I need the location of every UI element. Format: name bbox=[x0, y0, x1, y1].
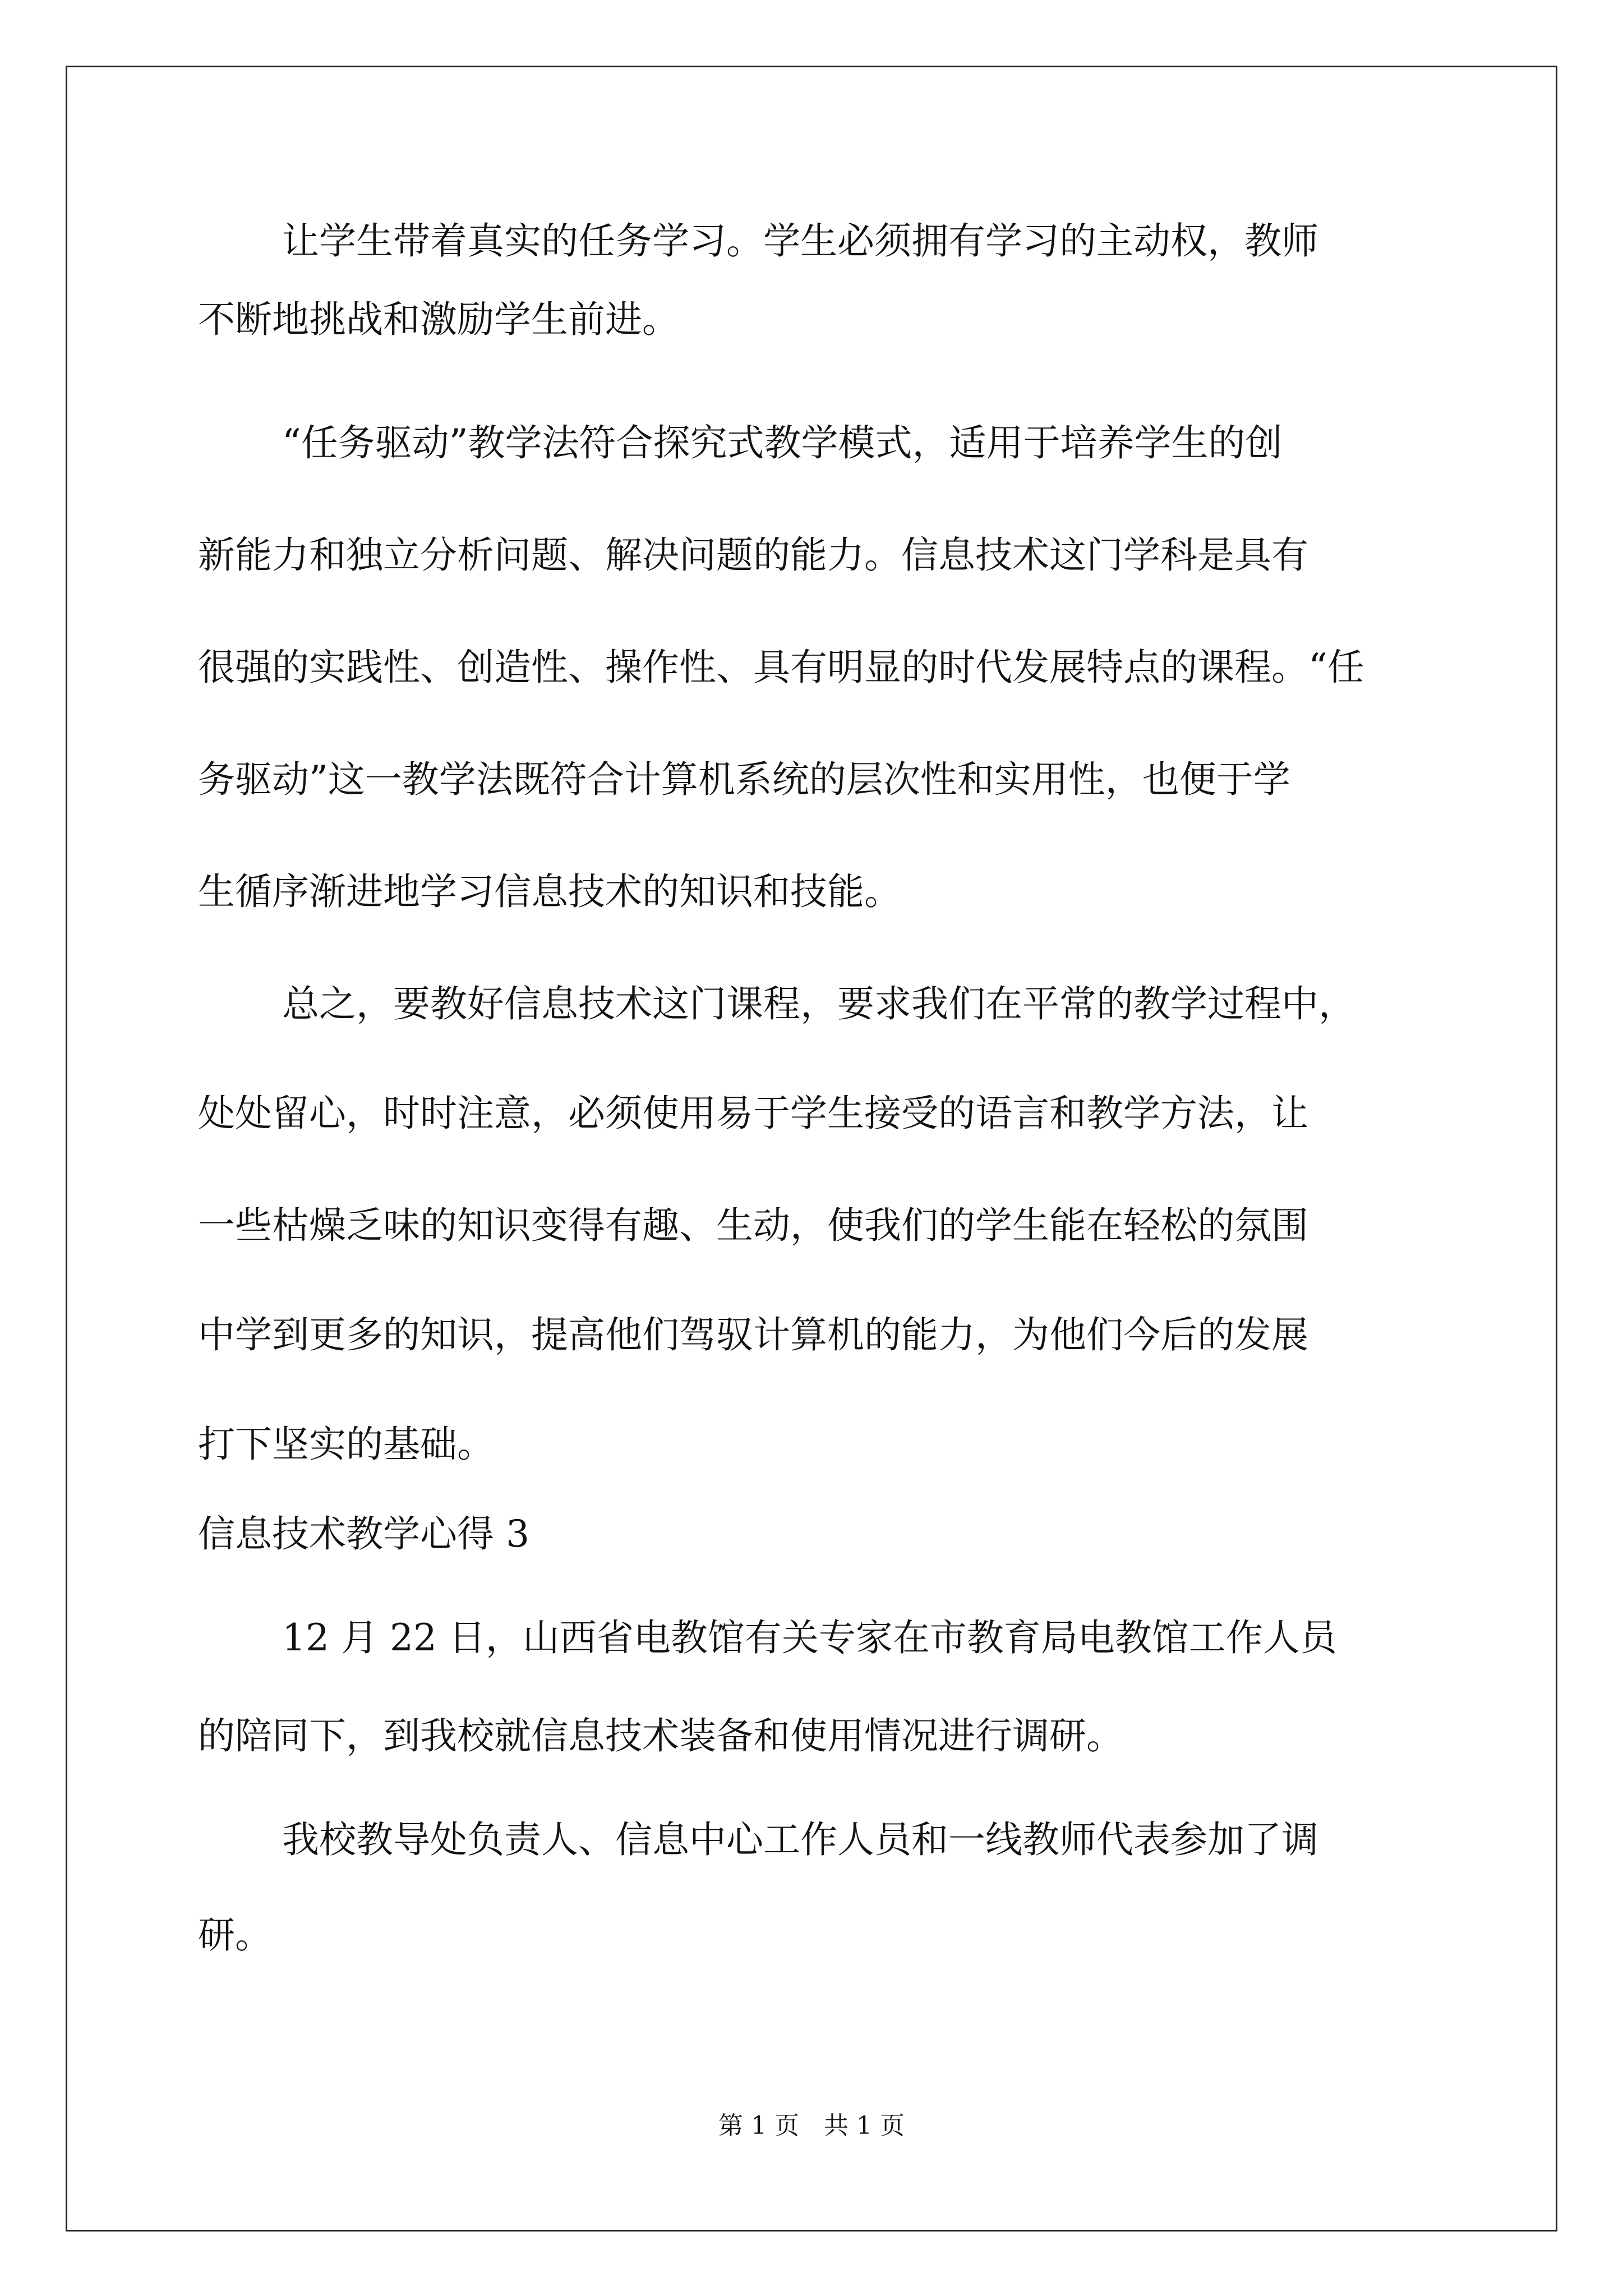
paragraph-line: 一些枯燥乏味的知识变得有趣、生动，使我们的学生能在轻松的氛围 bbox=[198, 1204, 1308, 1247]
paragraph-line: 处处留心，时时注意，必须使用易于学生接受的语言和教学方法，让 bbox=[198, 1092, 1308, 1135]
paragraph-line: 研。 bbox=[198, 1913, 272, 1957]
paragraph-line: 生循序渐进地学习信息技术的知识和技能。 bbox=[198, 870, 901, 913]
paragraph-line: 新能力和独立分析问题、解决问题的能力。信息技术这门学科是具有 bbox=[198, 533, 1308, 577]
section-heading: 信息技术教学心得 3 bbox=[198, 1512, 529, 1556]
page-border bbox=[66, 66, 1557, 2231]
paragraph-line: 不断地挑战和激励学生前进。 bbox=[198, 298, 679, 341]
paragraph-line: “任务驱动”教学法符合探究式教学模式，适用于培养学生的创 bbox=[282, 421, 1283, 464]
paragraph-line: 的陪同下，到我校就信息技术装备和使用情况进行调研。 bbox=[198, 1714, 1123, 1757]
paragraph-line: 让学生带着真实的任务学习。学生必须拥有学习的主动权，教师 bbox=[282, 219, 1318, 263]
paragraph-line: 中学到更多的知识，提高他们驾驭计算机的能力，为他们今后的发展 bbox=[198, 1313, 1308, 1356]
page-number-footer: 第 1 页 共 1 页 bbox=[718, 2111, 905, 2140]
paragraph-line: 很强的实践性、创造性、操作性、具有明显的时代发展特点的课程。“任 bbox=[198, 646, 1364, 689]
paragraph-line: 打下坚实的基础。 bbox=[198, 1423, 494, 1466]
paragraph-line: 务驱动”这一教学法既符合计算机系统的层次性和实用性，也便于学 bbox=[198, 758, 1290, 801]
paragraph-line: 总之，要教好信息技术这门课程，要求我们在平常的教学过程中， bbox=[282, 982, 1355, 1025]
paragraph-line: 我校教导处负责人、信息中心工作人员和一线教师代表参加了调 bbox=[282, 1818, 1318, 1861]
paragraph-line: 12 月 22 日，山西省电教馆有关专家在市教育局电教馆工作人员 bbox=[282, 1616, 1337, 1659]
